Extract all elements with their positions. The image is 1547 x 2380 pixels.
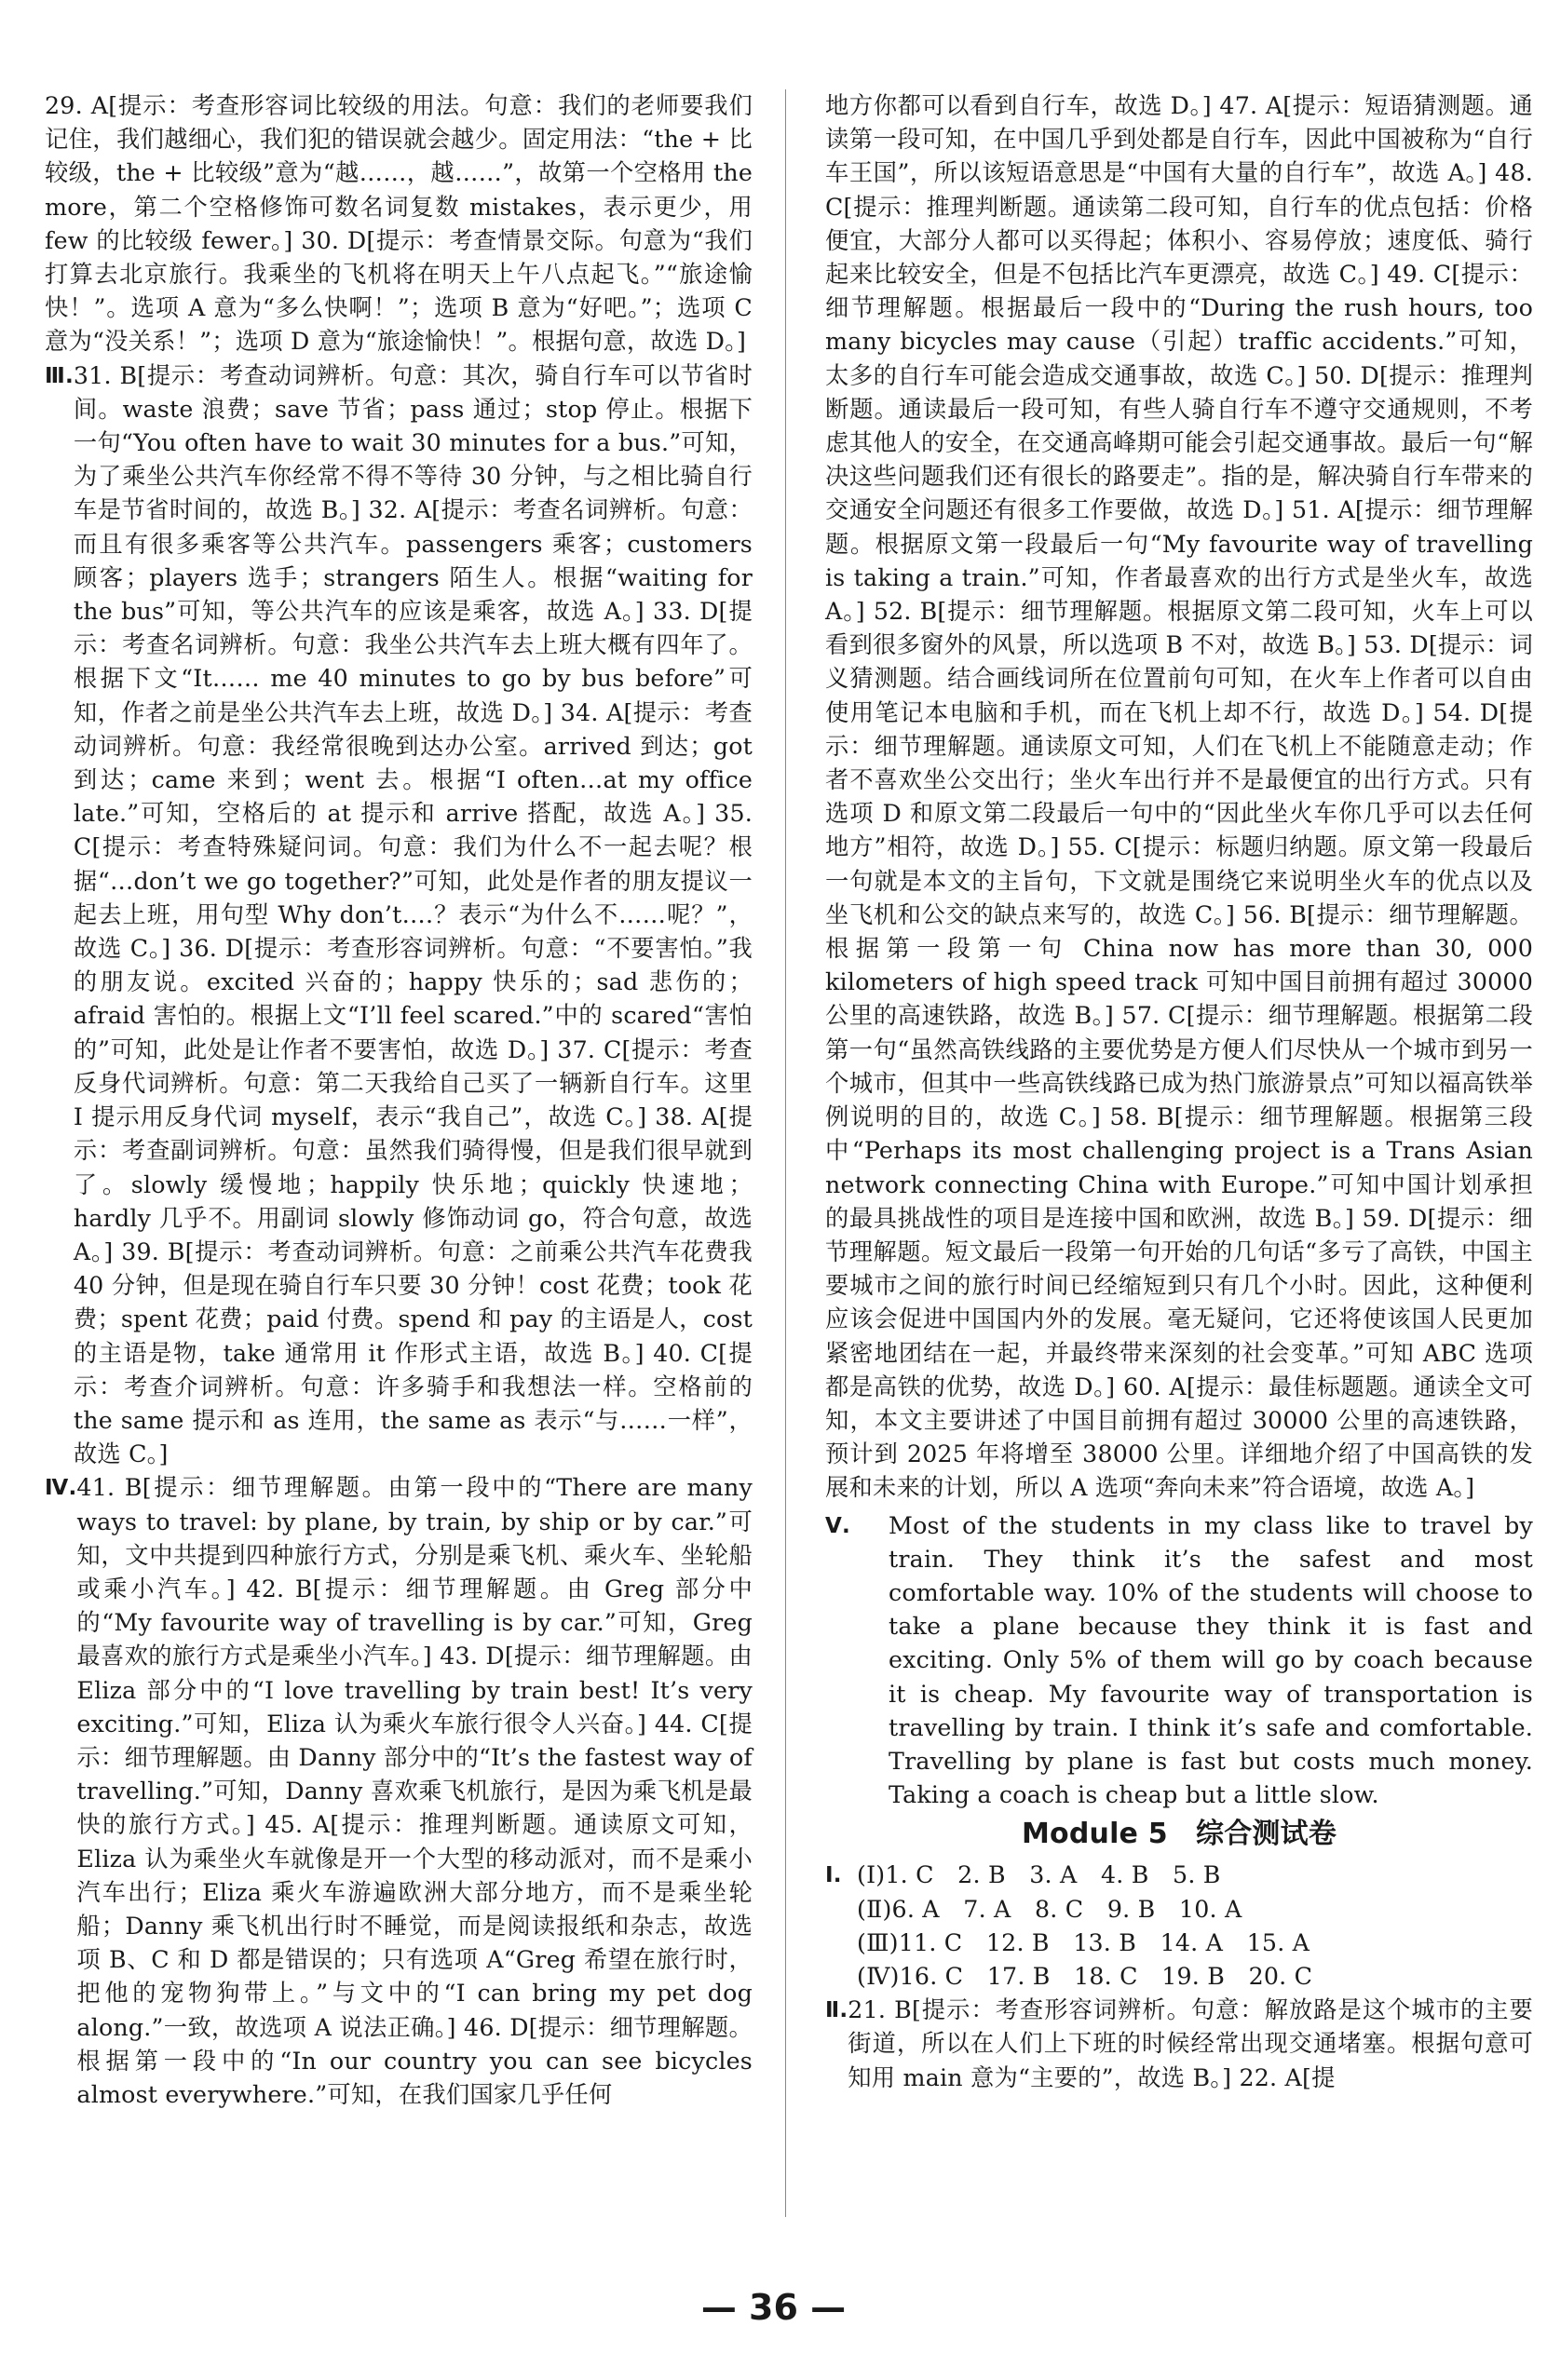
answer-row (825, 1893, 1533, 1927)
answer-key-line: (Ⅳ)16. C 17. B 18. C 19. B 20. C (857, 1962, 1313, 1990)
right-column (825, 89, 1533, 2095)
section-v (825, 1509, 1533, 1813)
section-number: Ⅲ. (45, 363, 74, 388)
sample-essay: Most of the students in my class like to travel by train. They think it’s the safest and most comfortable way. 10% of the students will choose to take a plane because they think it is fast and exciting. Only 5% of them will go by coach because it is cheap. My favourite way of transportation is travelling by train. I think it’s safe and comfortable. Travelling by plane is fast but costs much money. Taking a coach is cheap but a little slow. (889, 1511, 1533, 1809)
section-number: Ⅰ. (825, 1863, 842, 1888)
page-number: — 36 — (700, 2287, 847, 2328)
answer-paragraph-29-30: 29. A[提示：考查形容词比较级的用法。句意：我们的老师要我们记住，我们越细心，我们犯的错误就会越少。固定用法：“the + 比较级，the + 比较级”意为“越……，越……”，故第一个空格用 the more，第二个空格修饰可数名词复数 mistakes，表示更少，用 few 的比较级 fewer。] 30. D[提示：考查情景交际。句意为“我们打算去北京旅行。我乘坐的飞机将在明天上午八点起飞。”“旅途愉快！”。选项 A 意为“多么快啊！”；选项 B 意为“好吧。”；选项 C 意为“没关系！”；选项 D 意为“旅途愉快！”。根据句意，故选 D。] (45, 92, 753, 356)
section-number: Ⅱ. (825, 1998, 848, 2023)
section-ii (825, 1994, 1533, 2095)
column-divider (785, 89, 786, 2217)
answer-key-line: (Ⅰ)1. C 2. B 3. A 4. B 5. B (857, 1861, 1221, 1889)
section-iii (45, 359, 753, 1472)
answer-paragraph-21-22: 21. B[提示：考查形容词辨析。句意：解放路是这个城市的主要街道，所以在人们上下班的时候经常出现交通堵塞。根据句意可知用 main 意为“主要的”，故选 B。] 22. A[提 (848, 1996, 1533, 2091)
answer-paragraph-41-46: 41. B[提示：细节理解题。由第一段中的“There are many ways to travel: by plane, by train, by ship or by car.”可知，文中共提到四种旅行方式，分别是乘飞机、乘火车、坐轮船或乘小汽车。] 42. B[提示：细节理解题。由 Greg 部分中的“My favourite way of travelling is by car.”可知，Greg 最喜欢的旅行方式是乘坐小汽车。] 43. D[提示：细节理解题。由 Eliza 部分中的“I love travelling by train best! It’s very exciting.”可知，Eliza 认为乘火车旅行很令人兴奋。] 44. C[提示：细节理解题。由 Danny 部分中的“It’s the fastest way of travelling.”可知，Danny 喜欢乘飞机旅行，是因为乘飞机是最快的旅行方式。] 45. A[提示：推理判断题。通读原文可知，Eliza 认为乘坐火车就像是开一个大型的移动派对，而不是乘小汽车出行；Eliza 乘火车游遍欧洲大部分地方，而不是乘坐轮船；Danny 乘飞机出行时不睡觉，而是阅读报纸和杂志，故选项 B、C 和 D 都是错误的；只有选项 A“Greg 希望在旅行时，把他的宠物狗带上。”与文中的“I can bring my pet dog along.”一致，故选项 A 说法正确。] 46. D[提示：细节理解题。根据第一段中的“In our country you can see bicycles almost everywhere.”可知，在我们国家几乎任何 (76, 1474, 753, 2108)
answer-key-line: (Ⅲ)11. C 12. B 13. B 14. A 15. A (857, 1928, 1310, 1956)
left-column (45, 89, 753, 2112)
answer-paragraph-31-40: 31. B[提示：考查动词辨析。句意：其次，骑自行车可以节省时间。waste 浪费；save 节省；pass 通过；stop 停止。根据下一句“You often have to wait 30 minutes for a bus.”可知，为了乘坐公共汽车你经常不得不等待 30 分钟，与之相比骑自行车是节省时间的，故选 B。] 32. A[提示：考查名词辨析。句意：而且有很多乘客等公共汽车。passengers 乘客；customers 顾客；players 选手；strangers 陌生人。根据“waiting for the bus”可知，等公共汽车的应该是乘客，故选 A。] 33. D[提示：考查名词辨析。句意：我坐公共汽车去上班大概有四年了。根据下文“It…… me 40 minutes to go by bus before”可知，作者之前是坐公共汽车去上班，故选 D。] 34. A[提示：考查动词辨析。句意：我经常很晚到达办公室。arrived 到达；got 到达；came 来到；went 去。根据“I often…at my office late.”可知，空格后的 at 提示和 arrive 搭配，故选 A。] 35. C[提示：考查特殊疑问词。句意：我们为什么不一起去呢？根据“…don’t we go together?”可知，此处是作者的朋友提议一起去上班，用句型 Why don’t….？表示“为什么不……呢？”，故选 C。] 36. D[提示：考查形容词辨析。句意：“不要害怕。”我的朋友说。excited 兴奋的；happy 快乐的；sad 悲伤的；afraid 害怕的。根据上文“I’ll feel scared.”中的 scared“害怕的”可知，此处是让作者不要害怕，故选 D。] 37. C[提示：考查反身代词辨析。句意：第二天我给自己买了一辆新自行车。这里 I 提示用反身代词 myself，表示“我自己”，故选 C。] 38. A[提示：考查副词辨析。句意：虽然我们骑得慢，但是我们很早就到了。slowly 缓慢地；happily 快乐地；quickly 快速地；hardly 几乎不。用副词 slowly 修饰动词 go，符合句意，故选 A。] 39. B[提示：考查动词辨析。句意：之前乘公共汽车花费我 40 分钟，但是现在骑自行车只要 30 分钟！cost 花费；took 花费；spent 花费；paid 付费。spend 和 pay 的主语是人，cost 的主语是物，take 通常用 it 作形式主语，故选 B。] 40. C[提示：考查介词辨析。句意：许多骑手和我想法一样。空格前的 the same 提示和 as 连用，the same as 表示“与……一样”，故选 C。] (73, 361, 753, 1468)
section-number: Ⅳ. (45, 1476, 77, 1501)
module-title: Module 5 综合测试卷 (1021, 1818, 1337, 1851)
section-iv (45, 1471, 753, 2112)
section-number: Ⅴ. (825, 1513, 850, 1538)
answer-row (825, 1960, 1533, 1994)
answer-paragraph-46-60: 地方你都可以看到自行车，故选 D。] 47. A[提示：短语猜测题。通读第一段可知，在中国几乎到处都是自行车，因此中国被称为“自行车王国”，所以该短语意思是“中国有大量的自行车”，故选 A。] 48. C[提示：推理判断题。通读第二段可知，自行车的优点包括：价格便宜，大部分人都可以买得起；体积小、容易停放；速度低、骑行起来比较安全，但是不包括比汽车更漂亮，故选 C。] 49. C[提示：细节理解题。根据最后一段中的“During the rush hours, too many bicycles may cause（引起）traffic accidents.”可知，太多的自行车可能会造成交通事故，故选 C。] 50. D[提示：推理判断题。通读最后一段可知，有些人骑自行车不遵守交通规则，不考虑其他人的安全，在交通高峰期可能会引起交通事故。最后一句“解决这些问题我们还有很长的路要走”。指的是，解决骑自行车带来的交通安全问题还有很多工作要做，故选 D。] 51. A[提示：细节理解题。根据原文第一段最后一句“My favourite way of travelling is taking a train.”可知，作者最喜欢的出行方式是坐火车，故选 A。] 52. B[提示：细节理解题。根据原文第二段可知，火车上可以看到很多窗外的风景，所以选项 B 不对，故选 B。] 53. D[提示：词义猜测题。结合画线词所在位置前句可知，在火车上作者可以自由使用笔记本电脑和手机，而在飞机上却不行，故选 D。] 54. D[提示：细节理解题。通读原文可知，人们在飞机上不能随意走动；作者不喜欢坐公交出行；坐火车出行并不是最便宜的出行方式。只有选项 D 和原文第二段最后一句中的“因此坐火车你几乎可以去任何地方”相符，故选 D。] 55. C[提示：标题归纳题。原文第一段最后一句就是本文的主旨句，下文就是围绕它来说明坐火车的优点以及坐飞机和公交的缺点来写的，故选 C。] 56. B[提示：细节理解题。根据第一段第一句 China now has more than 30, 000 kilometers of high speed track 可知中国目前拥有超过 30000 公里的高速铁路，故选 B。] 57. C[提示：细节理解题。根据第二段第一句“虽然高铁线路的主要优势是方便人们尽快从一个城市到另一个城市，但其中一些高铁线路已成为热门旅游景点”可知以福高铁举例说明的目的，故选 C。] 58. B[提示：细节理解题。根据第三段中“Perhaps its most challenging project is a Trans Asian network connecting China with Europe.”可知中国计划承担的最具挑战性的项目是连接中国和欧洲，故选 B。] 59. D[提示：细节理解题。短文最后一段第一句开始的几句话“多亏了高铁，中国主要城市之间的旅行时间已经缩短到只有几个小时。因此，这种便利应该会促进中国国内外的发展。毫无疑问，它还将使该国人民更加紧密地团结在一起，并最终带来深刻的社会变革。”可知 ABC 选项都是高铁的优势，故选 D。] 60. A[提示：最佳标题题。通读全文可知，本文主要讲述了中国目前拥有超过 30000 公里的高速铁路，预计到 2025 年将增至 38000 公里。详细地介绍了中国高铁的发展和未来的计划，所以 A 选项“奔向未来”符合语境，故选 A。] (825, 92, 1533, 1502)
answer-key-line: (Ⅱ)6. A 7. A 8. C 9. B 10. A (857, 1895, 1242, 1923)
answer-row (825, 1859, 1533, 1892)
answer-row (825, 1927, 1533, 1960)
